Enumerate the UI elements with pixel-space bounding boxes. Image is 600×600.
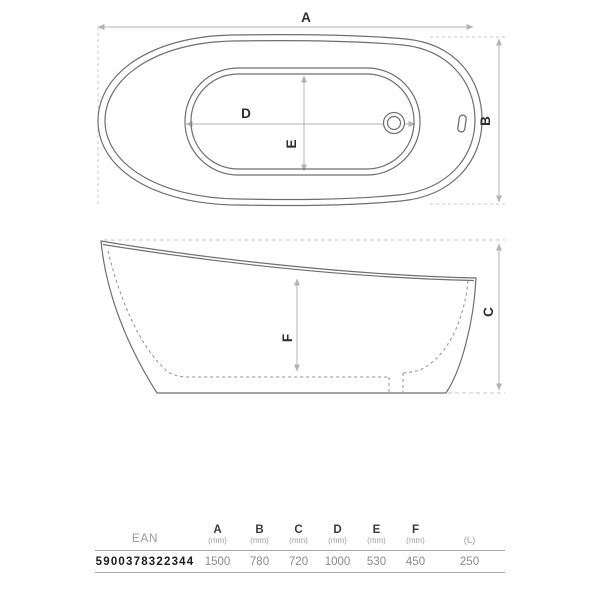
dim-unit: (mm)	[328, 536, 347, 545]
dim-unit: (mm)	[208, 536, 227, 545]
column-header-A	[195, 514, 240, 550]
label-C: C	[481, 307, 496, 317]
label-D: D	[241, 106, 251, 121]
dim-letter: B	[255, 524, 264, 536]
label-F: F	[280, 333, 295, 343]
side-view-dimension-lines	[297, 244, 499, 390]
column-header-D	[318, 514, 357, 550]
top-view-dimension-lines	[98, 27, 499, 202]
value-D: 1000	[324, 555, 351, 568]
drain	[384, 113, 405, 134]
side-view	[101, 240, 505, 393]
value-A: 1500	[204, 555, 231, 568]
dim-letter: C	[294, 524, 303, 536]
dim-unit: (mm)	[250, 536, 269, 545]
ean-column-header: EAN	[131, 531, 159, 545]
column-header-E	[357, 514, 396, 550]
label-B: B	[478, 116, 493, 126]
dim-letter: E	[372, 524, 381, 536]
column-header-F	[396, 514, 435, 550]
ean-value: 5900378322344	[95, 555, 195, 568]
tub-outer-rim	[98, 35, 482, 206]
top-view	[98, 10, 505, 206]
label-E: E	[284, 139, 299, 149]
liters-column-header: (L)	[463, 535, 476, 546]
side-view-guide-lines	[104, 240, 505, 393]
dim-unit: (mm)	[406, 536, 425, 545]
value-C: 720	[288, 555, 309, 568]
dim-letter: A	[213, 524, 222, 536]
value-liters: 250	[459, 555, 480, 568]
column-header-B	[240, 514, 279, 550]
dim-letter: D	[333, 524, 342, 536]
dim-unit: (mm)	[367, 536, 386, 545]
value-E: 530	[366, 555, 387, 568]
hidden-basin-outline	[108, 251, 468, 392]
label-A: A	[301, 10, 311, 25]
value-F: 450	[405, 555, 426, 568]
column-header-C	[279, 514, 318, 550]
spec-table	[95, 514, 505, 573]
value-B: 780	[249, 555, 270, 568]
spec-table-header-row	[95, 514, 505, 551]
tub-profile	[101, 241, 476, 393]
dim-unit: (mm)	[289, 536, 308, 545]
overflow-slot	[457, 115, 466, 133]
spec-table-data-row	[95, 551, 505, 573]
dim-letter: F	[411, 524, 420, 536]
top-view-guide-lines	[98, 27, 505, 205]
